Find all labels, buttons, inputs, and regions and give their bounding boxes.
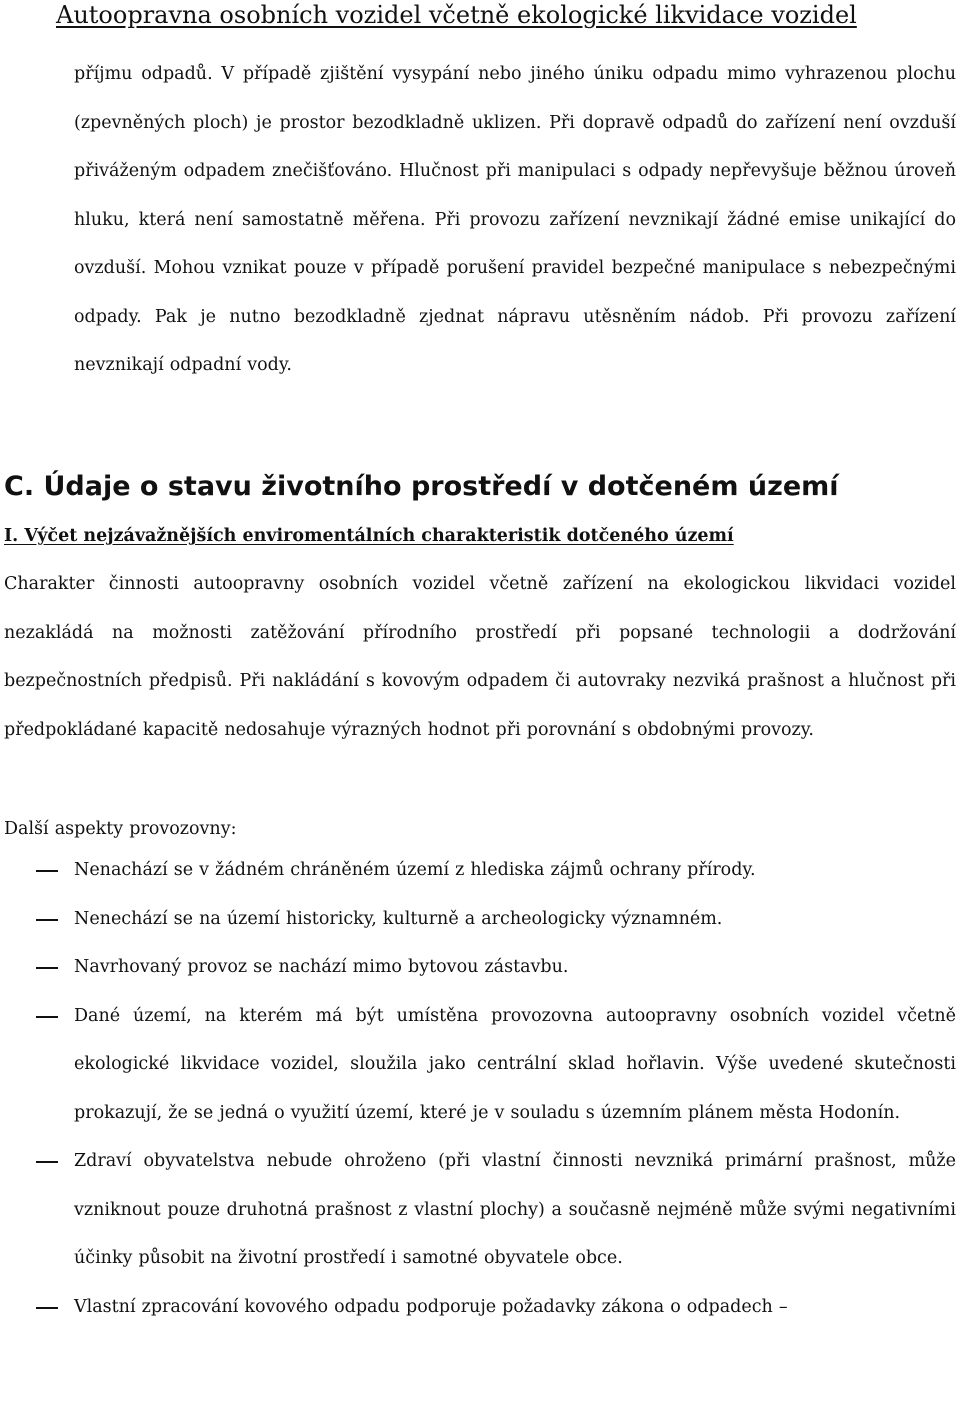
list-item: [0, 992, 956, 1138]
dash-bullet-icon: [36, 1161, 58, 1163]
intro-paragraph: příjmu odpadů. V případě zjištění vysypání nebo jiného úniku odpadu mimo vyhrazenou plochu (zpevněných ploch) je prostor bezodkladně uklizen. Při dopravě odpadů do zařízení není ovzduší přiváženým odpadem znečišťováno. Hlučnost při manipulaci s odpady nepřevyšuje běžnou úroveň hluku, která není samostatně měřena. Při provozu zařízení nevznikají žádné emise unikající do ovzduší. Mohou vznikat pouze v případě porušení pravidel bezpečné manipulace s nebezpečnými odpady. Pak je nutno bezodkladně zjednat nápravu utěsněním nádob. Při provozu zařízení nevznikají odpadní vody.: [74, 64, 956, 375]
list-item: [0, 943, 956, 992]
list-item-text: Zdraví obyvatelstva nebude ohroženo (při vlastní činnosti nevzniká primární prašnost, může vzniknout pouze druhotná prašnost z vlastní plochy) a současně nejméně může svými negativními účinky působit na životní prostředí i samotné obyvatele obce.: [74, 1151, 956, 1268]
dash-bullet-icon: [36, 1307, 58, 1309]
list-item-text: Navrhovaný provoz se nachází mimo bytovou zástavbu.: [74, 957, 569, 977]
body-paragraph: Charakter činnosti autoopravny osobních vozidel včetně zařízení na ekologickou likvidaci vozidel nezakládá na možnosti zatěžování přírodního prostředí při popsané technologii a dodržování bezpečnostních předpisů. Při nakládání s kovovým odpadem či autovraky nezviká prašnost a hlučnost při předpokládané kapacitě nedosahuje výrazných hodnot při porovnání s obdobnými provozy.: [4, 574, 956, 740]
section-subheading: I. Výčet nejzávažnějších enviromentálních charakteristik dotčeného území: [4, 526, 734, 546]
list-item: [0, 846, 956, 895]
list-item: [0, 1137, 956, 1283]
running-header-title: Autoopravna osobních vozidel včetně ekologické likvidace vozidel: [56, 1, 857, 29]
dash-bullet-icon: [36, 919, 58, 921]
aspects-list: [0, 846, 960, 1331]
list-item-text: Nenechází se na území historicky, kulturně a archeologicky významném.: [74, 908, 723, 929]
list-item: [0, 895, 956, 944]
list-item-text: Nenachází se v žádném chráněném území z hlediska zájmů ochrany přírody.: [74, 860, 756, 880]
aspects-intro: Další aspekty provozovny:: [4, 819, 237, 839]
list-item-text: Dané území, na kterém má být umístěna provozovna autoopravny osobních vozidel včetně ekologické likvidace vozidel, sloužila jako centrální sklad hořlavin. Výše uvedené skutečnosti prokazují, že se jedná o využití území, které je v souladu s územním plánem města Hodonín.: [74, 1005, 956, 1123]
list-item-text: Vlastní zpracování kovového odpadu podporuje požadavky zákona o odpadech –: [74, 1296, 788, 1317]
dash-bullet-icon: [36, 967, 58, 969]
dash-bullet-icon: [36, 870, 58, 872]
list-item: [0, 1283, 956, 1332]
section-heading: C. Údaje o stavu životního prostředí v dotčeném území: [4, 471, 839, 502]
dash-bullet-icon: [36, 1016, 58, 1018]
